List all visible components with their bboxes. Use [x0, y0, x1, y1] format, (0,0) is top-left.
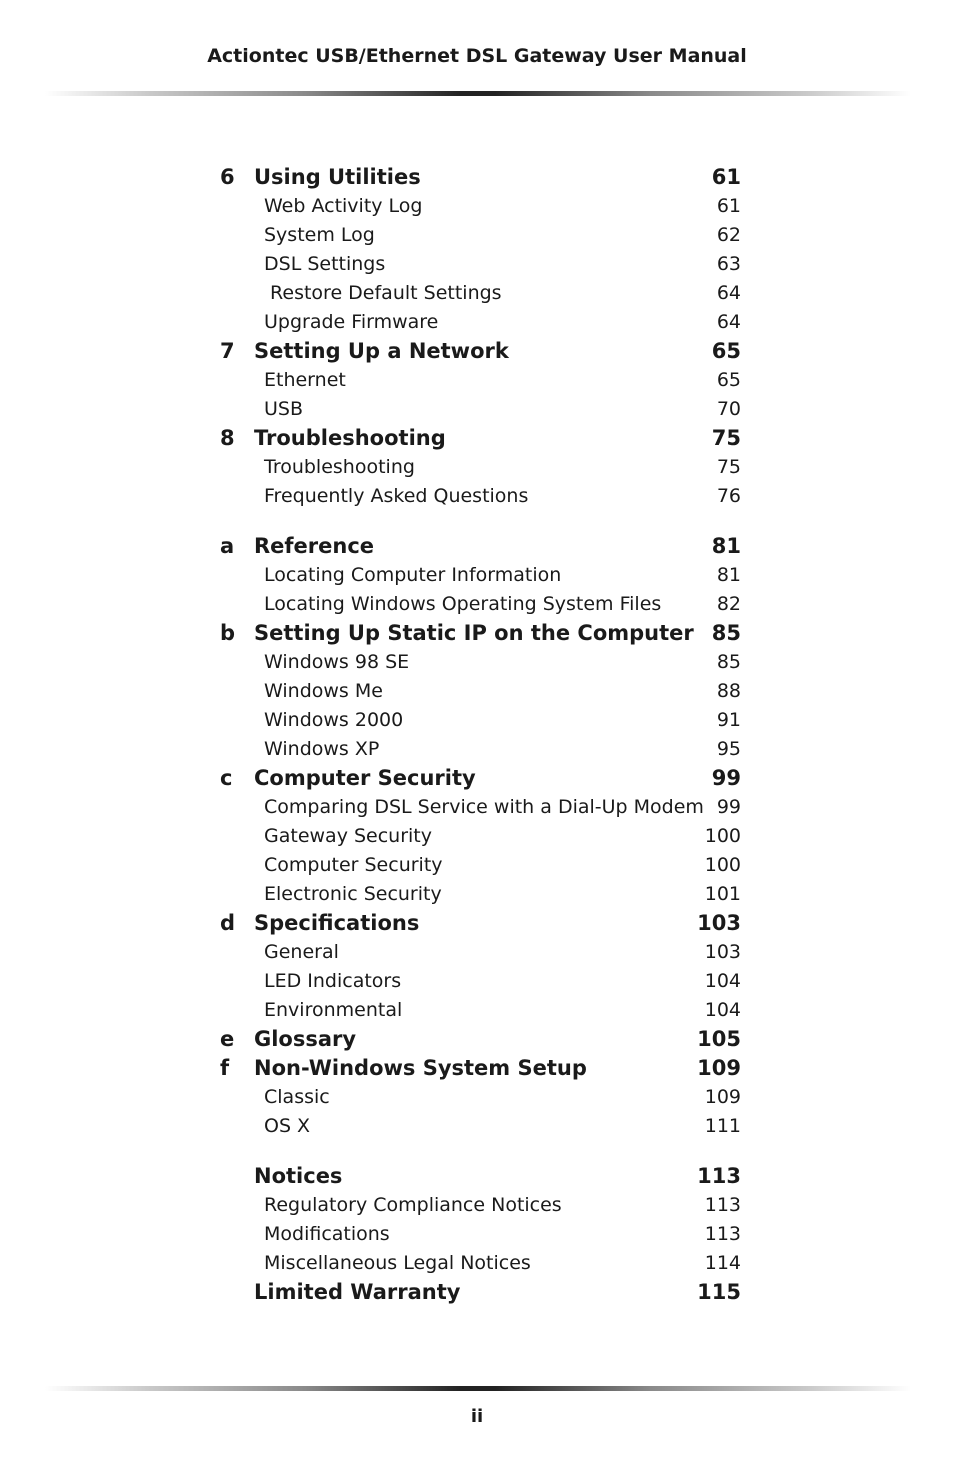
toc-entry-page: 91 — [716, 709, 741, 731]
toc-entry-title: Regulatory Compliance Notices — [264, 1194, 562, 1216]
toc-entry-page: 115 — [697, 1280, 741, 1304]
toc-entry-title: Upgrade Firmware — [264, 311, 439, 333]
toc-section-entry — [0, 996, 954, 1025]
toc-entry-title: Using Utilities — [254, 165, 421, 189]
toc-entry-title: Ethernet — [264, 369, 346, 391]
toc-chapter-number: c — [220, 766, 233, 790]
toc-entry-page: 88 — [716, 680, 741, 702]
toc-chapter-number: e — [220, 1027, 235, 1051]
toc-chapter-number: 6 — [220, 165, 235, 189]
toc-entry-title: Frequently Asked Questions — [264, 485, 529, 507]
running-header-title: Actiontec USB/Ethernet DSL Gateway User Manual — [207, 45, 747, 67]
toc-entry-title: Troubleshooting — [264, 456, 415, 478]
toc-entry-page: 101 — [704, 883, 741, 905]
toc-entry-page: 103 — [704, 941, 741, 963]
toc-entry-title: Miscellaneous Legal Notices — [264, 1252, 531, 1274]
toc-entry-title: DSL Settings — [264, 253, 386, 275]
toc-entry-title: Specifications — [254, 911, 420, 935]
toc-section-entry — [0, 1249, 954, 1278]
toc-entry-title: Modifications — [264, 1223, 390, 1245]
toc-section-entry — [0, 482, 954, 511]
toc-entry-title: Gateway Security — [264, 825, 432, 847]
toc-chapter-entry — [0, 1025, 954, 1054]
toc-entry-title: Troubleshooting — [254, 426, 446, 450]
toc-entry-title: Glossary — [254, 1027, 357, 1051]
toc-entry-title: Setting Up a Network — [254, 339, 509, 363]
toc-section-entry — [0, 793, 954, 822]
toc-entry-page: 65 — [716, 369, 741, 391]
toc-entry-title: USB — [264, 398, 304, 420]
toc-chapter-number: b — [220, 621, 236, 645]
toc-chapter-entry — [0, 1278, 954, 1307]
toc-entry-page: 85 — [711, 621, 741, 645]
toc-section-entry — [0, 851, 954, 880]
toc-chapter-entry — [0, 532, 954, 561]
toc-entry-title: Windows XP — [264, 738, 380, 760]
toc-entry-page: 100 — [704, 825, 741, 847]
toc-section-entry — [0, 1191, 954, 1220]
toc-entry-page: 104 — [704, 999, 741, 1021]
toc-entry-title: Notices — [254, 1164, 343, 1188]
toc-section-entry — [0, 250, 954, 279]
toc-chapter-entry — [0, 337, 954, 366]
toc-entry-title: Environmental — [264, 999, 403, 1021]
toc-section-entry — [0, 735, 954, 764]
toc-section-entry — [0, 822, 954, 851]
toc-entry-page: 113 — [697, 1164, 741, 1188]
toc-entry-title: Web Activity Log — [264, 195, 423, 217]
toc-entry-page: 114 — [704, 1252, 741, 1274]
toc-entry-page: 105 — [697, 1027, 741, 1051]
toc-entry-title: Limited Warranty — [254, 1280, 461, 1304]
toc-entry-title: LED Indicators — [264, 970, 402, 992]
toc-entry-title: System Log — [264, 224, 375, 246]
toc-section-entry — [0, 453, 954, 482]
toc-entry-title: Non-Windows System Setup — [254, 1056, 587, 1080]
toc-entry-title: Restore Default Settings — [264, 282, 502, 304]
toc-entry-title: Windows 2000 — [264, 709, 404, 731]
toc-entry-page: 65 — [711, 339, 741, 363]
toc-entry-page: 61 — [711, 165, 741, 189]
toc-section-entry — [0, 279, 954, 308]
toc-section-entry — [0, 880, 954, 909]
toc-entry-page: 95 — [716, 738, 741, 760]
toc-entry-page: 64 — [716, 282, 741, 304]
toc-entry-page: 99 — [716, 796, 741, 818]
toc-chapter-entry — [0, 619, 954, 648]
toc-section-entry — [0, 221, 954, 250]
toc-entry-title: OS X — [264, 1115, 311, 1137]
toc-chapter-entry — [0, 163, 954, 192]
toc-entry-title: Computer Security — [264, 854, 443, 876]
toc-entry-page: 75 — [711, 426, 741, 450]
toc-entry-title: Comparing DSL Service with a Dial-Up Modem — [264, 796, 704, 818]
toc-entry-page: 85 — [716, 651, 741, 673]
toc-chapter-number: 7 — [220, 339, 235, 363]
toc-section-entry — [0, 648, 954, 677]
toc-entry-page: 113 — [704, 1194, 741, 1216]
toc-entry-page: 99 — [711, 766, 741, 790]
toc-entry-page: 64 — [716, 311, 741, 333]
toc-entry-page: 82 — [716, 593, 741, 615]
toc-entry-page: 76 — [716, 485, 741, 507]
toc-section-entry — [0, 967, 954, 996]
toc-entry-page: 111 — [704, 1115, 741, 1137]
toc-section-entry — [0, 395, 954, 424]
toc-entry-page: 61 — [716, 195, 741, 217]
toc-entry-page: 100 — [704, 854, 741, 876]
footer-divider — [45, 1386, 911, 1391]
toc-entry-title: Reference — [254, 534, 375, 558]
toc-entry-page: 104 — [704, 970, 741, 992]
toc-entry-page: 62 — [716, 224, 741, 246]
toc-section-entry — [0, 1220, 954, 1249]
toc-entry-page: 81 — [711, 534, 741, 558]
toc-entry-page: 113 — [704, 1223, 741, 1245]
toc-entry-page: 75 — [716, 456, 741, 478]
toc-section-entry — [0, 1083, 954, 1112]
toc-entry-title: Classic — [264, 1086, 330, 1108]
toc-entry-page: 103 — [697, 911, 741, 935]
toc-section-entry — [0, 366, 954, 395]
toc-chapter-number: 8 — [220, 426, 235, 450]
toc-entry-title: Windows Me — [264, 680, 383, 702]
toc-entry-title: Setting Up Static IP on the Computer — [254, 621, 694, 645]
toc-chapter-number: f — [220, 1056, 230, 1080]
toc-chapter-number: a — [220, 534, 235, 558]
toc-section-entry — [0, 938, 954, 967]
toc-chapter-number: d — [220, 911, 236, 935]
toc-chapter-entry — [0, 424, 954, 453]
toc-entry-page: 81 — [716, 564, 741, 586]
toc-entry-page: 109 — [704, 1086, 741, 1108]
page-number: ii — [470, 1406, 484, 1427]
toc-section-entry — [0, 1112, 954, 1141]
toc-entry-title: Locating Computer Information — [264, 564, 562, 586]
toc-chapter-entry — [0, 1162, 954, 1191]
toc-entry-page: 63 — [716, 253, 741, 275]
toc-section-entry — [0, 192, 954, 221]
toc-section-entry — [0, 677, 954, 706]
toc-entry-title: General — [264, 941, 339, 963]
toc-section-entry — [0, 561, 954, 590]
toc-entry-title: Locating Windows Operating System Files — [264, 593, 662, 615]
toc-entry-title: Electronic Security — [264, 883, 442, 905]
toc-chapter-entry — [0, 909, 954, 938]
toc-section-entry — [0, 706, 954, 735]
toc-chapter-entry — [0, 1054, 954, 1083]
toc-entry-title: Computer Security — [254, 766, 476, 790]
toc-entry-title: Windows 98 SE — [264, 651, 410, 673]
toc-section-entry — [0, 590, 954, 619]
toc-entry-page: 70 — [716, 398, 741, 420]
toc-section-entry — [0, 308, 954, 337]
toc-chapter-entry — [0, 764, 954, 793]
toc-entry-page: 109 — [697, 1056, 741, 1080]
